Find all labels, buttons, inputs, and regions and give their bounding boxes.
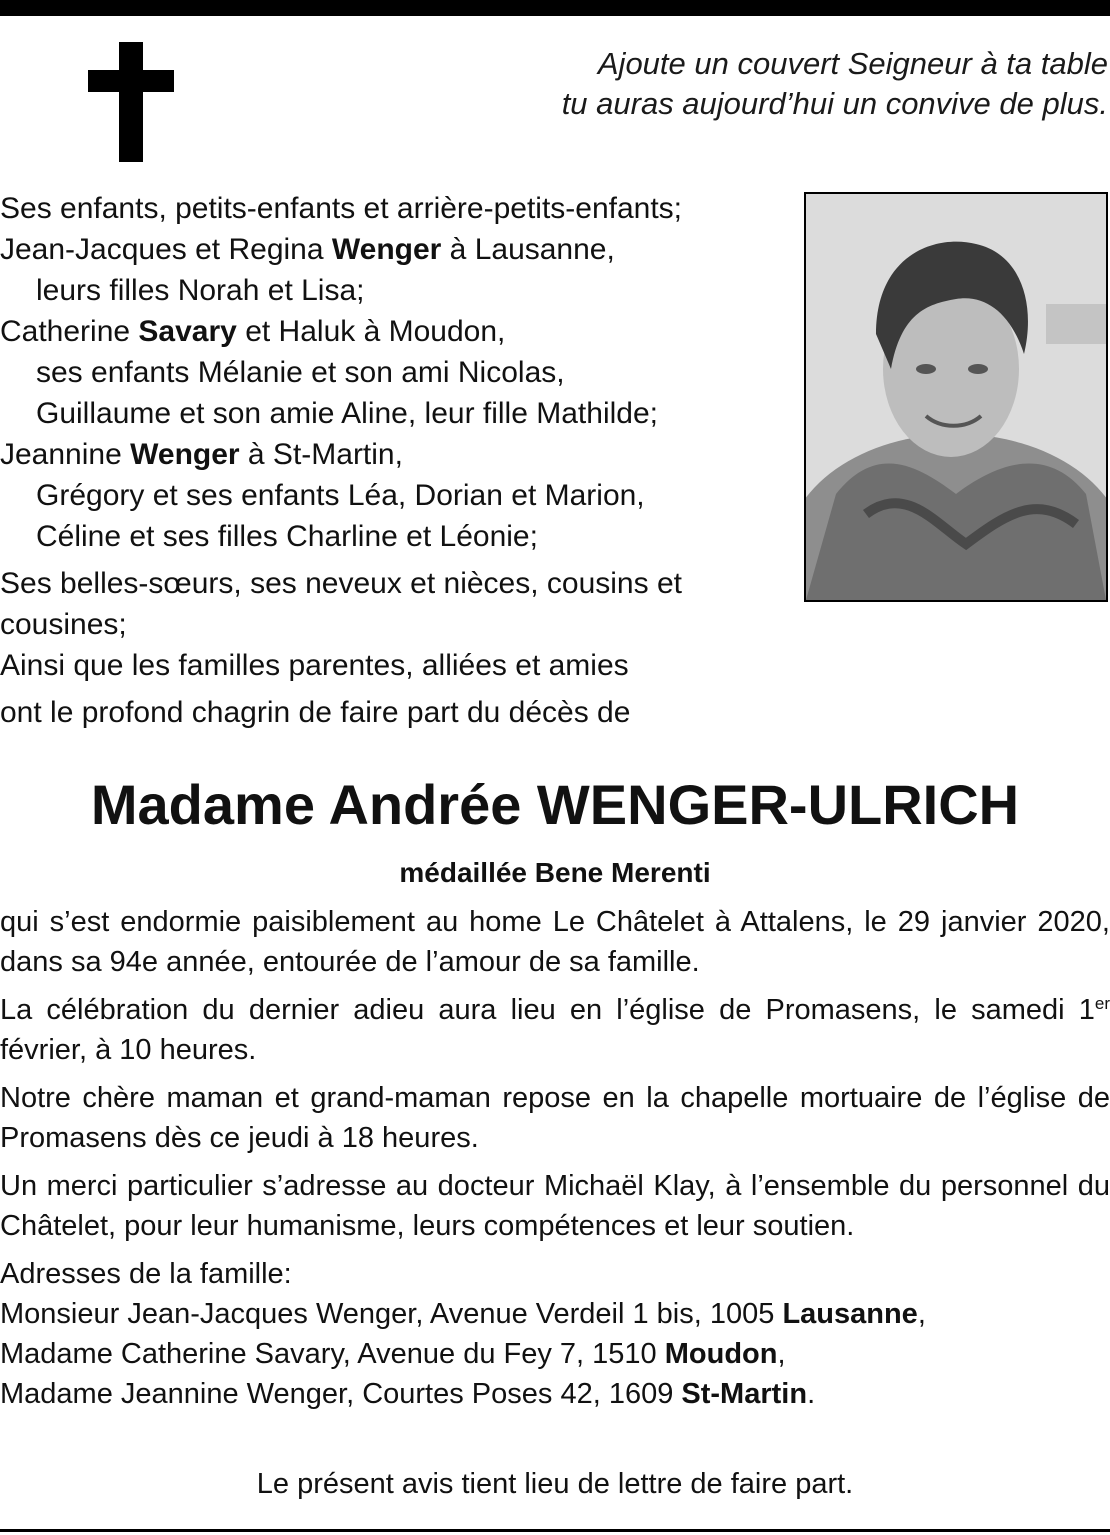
entry-2-surname: Savary bbox=[138, 315, 237, 348]
family-intro: Ses enfants, petits-enfants et arrière-petits-enfants; bbox=[0, 192, 683, 225]
family-addresses bbox=[0, 1254, 1110, 1414]
deceased-name: Madame Andrée WENGER-ULRICH bbox=[90, 773, 1020, 836]
address-1 bbox=[0, 1294, 1110, 1334]
entry-2-suffix: et Haluk à Moudon, bbox=[236, 315, 506, 348]
address-2-city: Moudon bbox=[664, 1338, 778, 1370]
entry-3-suffix: à St-Martin, bbox=[239, 438, 403, 471]
address-3-end: . bbox=[807, 1378, 816, 1410]
entry-3-surname: Wenger bbox=[130, 438, 240, 471]
relatives-line-1: Ses belles-sœurs, ses neveux et nièces, cousins et bbox=[0, 567, 682, 600]
announcement-line: ont le profond chagrin de faire part du décès de bbox=[0, 696, 631, 729]
family-entry-3 bbox=[0, 434, 790, 475]
cross-horizontal-bar bbox=[88, 70, 174, 92]
quote-line-1: Ajoute un couvert Seigneur à ta table bbox=[597, 46, 1108, 81]
quote-line-2: tu auras aujourd’hui un convive de plus. bbox=[561, 86, 1108, 121]
entry-1-suffix: à Lausanne, bbox=[441, 233, 615, 266]
bottom-border-rule bbox=[0, 1529, 1110, 1532]
p2-text-a: La célébration du dernier adieu aura lieu en l’église de Promasens, le samedi 1 bbox=[0, 994, 1095, 1026]
body-paragraph-3: Notre chère maman et grand-maman repose en la chapelle mortuaire de l’église de Promasens dès ce jeudi à 18 heures. bbox=[0, 1082, 1110, 1154]
entry-2-prefix: Catherine bbox=[0, 315, 139, 348]
address-3-text: Madame Jeannine Wenger, Courtes Poses 42, 1609 bbox=[0, 1378, 682, 1410]
address-1-end: , bbox=[917, 1298, 926, 1330]
address-2-end: , bbox=[777, 1338, 786, 1370]
entry-1-prefix: Jean-Jacques et Regina bbox=[0, 233, 332, 266]
body-paragraph-2 bbox=[0, 990, 1110, 1070]
closing-note: Le présent avis tient lieu de lettre de faire part. bbox=[256, 1468, 854, 1500]
body-paragraph-1: qui s’est endormie paisiblement au home Le Châtelet à Attalens, le 29 janvier 2020, dans sa 94e année, entourée de l’amour de sa famille. bbox=[0, 906, 1110, 978]
family-entry-1 bbox=[0, 229, 790, 270]
body-paragraph-4: Un merci particulier s’adresse au docteur Michaël Klay, à l’ensemble du personnel du Châtelet, pour leur humanisme, leurs compétences et leur soutien. bbox=[0, 1170, 1110, 1242]
notice-body bbox=[0, 902, 1110, 1414]
top-border-rule bbox=[0, 0, 1110, 16]
epigraph-quote bbox=[408, 44, 1108, 124]
address-2-text: Madame Catherine Savary, Avenue du Fey 7, 1510 bbox=[0, 1338, 665, 1370]
address-3-city: St-Martin bbox=[681, 1378, 808, 1410]
relatives-line-2: cousines; bbox=[0, 608, 127, 641]
family-entry-3-sub-2: Céline et ses filles Charline et Léonie; bbox=[36, 520, 538, 553]
latin-cross-icon bbox=[88, 42, 174, 164]
family-entry-2 bbox=[0, 311, 790, 352]
cross-vertical-bar bbox=[119, 42, 143, 162]
p2-superscript: er bbox=[1094, 994, 1110, 1013]
addresses-heading: Adresses de la famille: bbox=[0, 1258, 292, 1290]
entry-1-surname: Wenger bbox=[331, 233, 442, 266]
address-2 bbox=[0, 1334, 1110, 1374]
family-entry-3-sub-1: Grégory et ses enfants Léa, Dorian et Marion, bbox=[36, 479, 645, 512]
entry-3-prefix: Jeannine bbox=[0, 438, 131, 471]
family-list bbox=[0, 188, 790, 733]
address-1-text: Monsieur Jean-Jacques Wenger, Avenue Verdeil 1 bis, 1005 bbox=[0, 1298, 783, 1330]
deceased-distinction: médaillée Bene Merenti bbox=[399, 857, 711, 888]
portrait-illustration bbox=[806, 194, 1106, 600]
family-entry-1-sub-1: leurs filles Norah et Lisa; bbox=[36, 274, 365, 307]
address-1-city: Lausanne bbox=[782, 1298, 918, 1330]
family-entry-2-sub-2: Guillaume et son amie Aline, leur fille Mathilde; bbox=[36, 397, 658, 430]
families-line: Ainsi que les familles parentes, alliées et amies bbox=[0, 649, 629, 682]
address-3 bbox=[0, 1374, 1110, 1414]
p2-text-b: février, à 10 heures. bbox=[0, 1034, 257, 1066]
portrait-photo bbox=[804, 192, 1108, 602]
family-entry-2-sub-1: ses enfants Mélanie et son ami Nicolas, bbox=[36, 356, 565, 389]
